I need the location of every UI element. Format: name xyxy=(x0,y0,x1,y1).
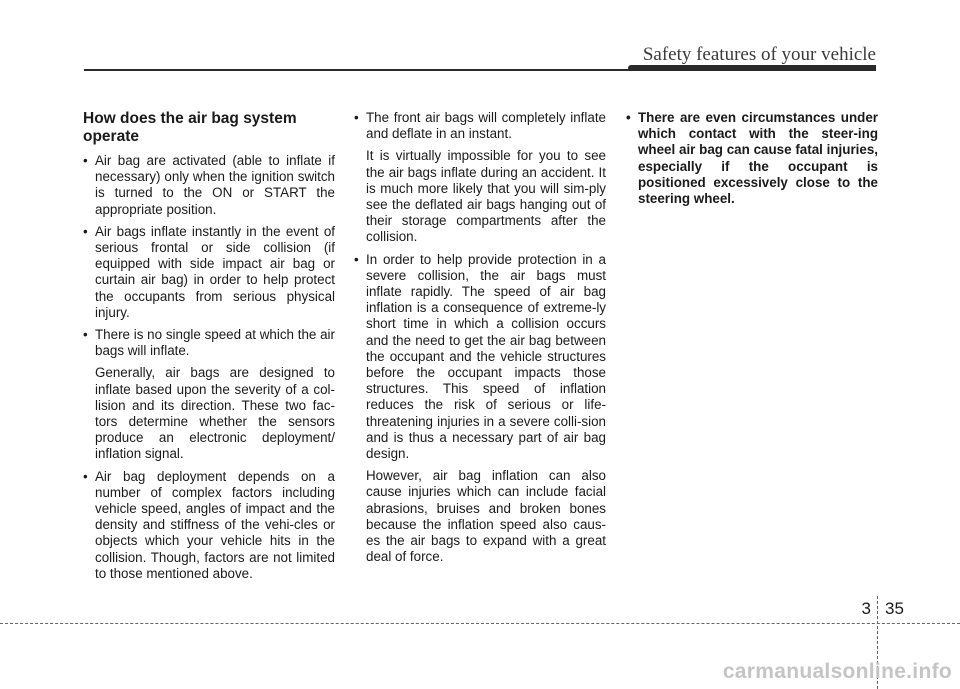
bullet-paragraph: • Air bag deployment depends on a number of complex factors including vehicle speed, angles of impact and the density and stiffness of the vehi-cles or objects which your vehicle hits in the collision. Though, factors are not limited to those mentioned above. xyxy=(95,468,335,581)
bullet-paragraph: • Air bag are activated (able to inflate if necessary) only when the ignition switch is turned to the ON or START the appropriate position. xyxy=(95,153,335,217)
bullet-paragraph: • Air bags inflate instantly in the event of serious frontal or side collision (if equipped with side impact air bag or curtain air bag) in order to help protect the occupants from serious physical injury. xyxy=(95,223,335,320)
bullet-item xyxy=(83,469,335,582)
bullet-paragraph: • There is no single speed at which the air bags will inflate. xyxy=(95,327,335,359)
header-rule-accent xyxy=(628,65,876,71)
footer-rule xyxy=(0,623,960,624)
bullet-item xyxy=(83,224,335,321)
bullet-list-2 xyxy=(354,110,606,565)
section-heading: How does the air bag system operate xyxy=(83,110,297,145)
bullet-item xyxy=(83,153,335,218)
bullet-paragraph: It is virtually impossible for you to see the air bags inflate during an accident. It is much more likely that you will sim-ply see the deflated air bags hanging out of their storage compartments after the collision. xyxy=(366,148,606,245)
bullet-paragraph: • There are even circumstances under which contact with the steer-ing wheel air bag can cause fatal injuries, especially if the occupant is positioned excessively close to the steering wheel. xyxy=(638,110,878,207)
bullet-paragraph: • In order to help provide protection in a severe collision, the air bags must inflate rapidly. The speed of air bag inflation is a consequence of extreme-ly short time in which a collision occurs and the need to get the air bag between the occupant and the vehicle structures before the occupant impacts those structures. This speed of inflation reduces the risk of serious or life-threatening injuries in a severe colli-sion and is thus a necessary part of air bag design. xyxy=(366,251,606,462)
chapter-number: 3 xyxy=(861,599,871,618)
bullet-item xyxy=(354,110,606,246)
text-column-2 xyxy=(354,110,606,571)
bullet-paragraph: However, air bag inflation can also cause injuries which can include facial abrasions, bruises and broken bones because the inflation speed also caus-es the air bags to expand with a great deal of force. xyxy=(366,468,606,565)
running-header-title: Safety features of your vehicle xyxy=(642,44,876,65)
bullet-paragraph: Generally, air bags are designed to inflate based upon the severity of a col-lision and its direction. These two fac-tors determine whether the sensors produce an electronic deployment/ inflation signal. xyxy=(95,365,335,462)
bullet-list-3 xyxy=(626,110,878,207)
bullet-item xyxy=(83,327,335,463)
text-column-1 xyxy=(83,110,335,588)
bullet-paragraph: • The front air bags will completely inflate and deflate in an instant. xyxy=(366,110,606,142)
bullet-list-1 xyxy=(83,153,335,582)
page-number: 35 xyxy=(885,599,904,618)
text-column-3-warning xyxy=(626,110,878,213)
bullet-item xyxy=(626,110,878,207)
bullet-item xyxy=(354,252,606,566)
watermark: carmanualsonline.info xyxy=(722,660,952,683)
